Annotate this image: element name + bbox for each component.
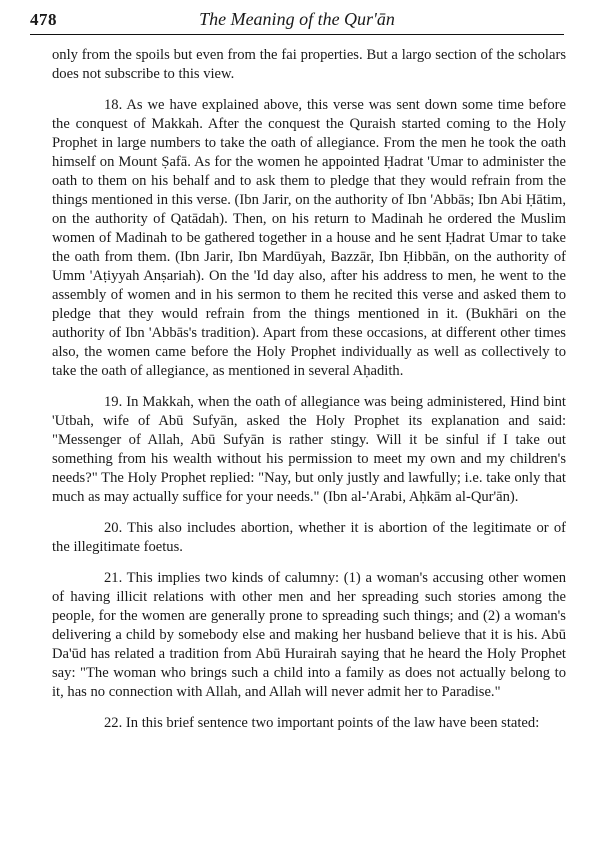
page-number: 478 — [30, 10, 57, 29]
note-22: 22. In this brief sentence two important points of the law have been stated: — [104, 715, 540, 731]
page-body — [52, 42, 566, 733]
page-header — [30, 8, 564, 35]
note-19: 19. In Makkah, when the oath of allegiance was being administered, Hind bint 'Utbah, wife of Abū Sufyān, asked the Holy Prophet its explanation and said: "Messenger of Allah, Abū Sufyān is rather stingy. Will it be sinful if I take out something from his wealth without his permission to meet my own and my children's needs?" The Holy Prophet replied: "Nay, but only justly and lawfully; i.e. take only that much as may actually suffice for your needs." (Ibn al-'Arabi, Aḥkām al-Qur'ān). — [52, 394, 566, 505]
note-20: 20. This also includes abortion, whether it is abortion of the legitimate or of the illegitimate foetus. — [52, 520, 566, 555]
paragraph-continuation: only from the spoils but even from the fai properties. But a largo section of the scholars does not subscribe to this view. — [52, 47, 566, 82]
note-21: 21. This implies two kinds of calumny: (1) a woman's accusing other women of having illicit relations with other men and her spreading such stories among the people, for the women are generally prone to spreading such things; and (2) a woman's delivering a child by somebody else and making her husband believe that it is his. Abū Da'ūd has related a tradition from Abū Hurairah saying that he heard the Holy Prophet say: "The woman who brings such a child into a family as does not actually belong to it, has no connection with Allah, and Allah will never admit her to Paradise." — [52, 570, 566, 700]
running-title: The Meaning of the Qur'ān — [199, 9, 395, 29]
note-18: 18. As we have explained above, this verse was sent down some time before the conquest of Makkah. After the conquest the Quraish started coming to the Holy Prophet in large numbers to take the oath of allegiance. From the men he took the oath himself on Mount Ṣafā. As for the women he appointed Ḥadrat 'Umar to administer the oath to them on his behalf and to ask them to pledge that they would refrain from the things mentioned in this verse. (Ibn Jarir, on the authority of Ibn 'Abbās; Ibn Abi Ḥātim, on the authority of Qatādah). Then, on his return to Madinah he ordered the Muslim women of Madinah to be gathered together in a house and he sent Ḥadrat Umar to take the oath from them. (Ibn Jarir, Ibn Mardūyah, Bazzār, Ibn Ḥibbān, on the authority of Umm 'Aṭiyyah Anṣariah). On the 'Id day also, after his address to men, he went to the assembly of women and in his sermon to them he recited this verse and asked them to pledge that they would refrain from the things mentioned in it. (Bukhāri on the authority of Ibn 'Abbās's tradition). Apart from these occasions, at different other times also, the women came before the Holy Prophet individually as well as collectively to take the oath of allegiance, as mentioned in several Aḥadith. — [52, 97, 566, 379]
